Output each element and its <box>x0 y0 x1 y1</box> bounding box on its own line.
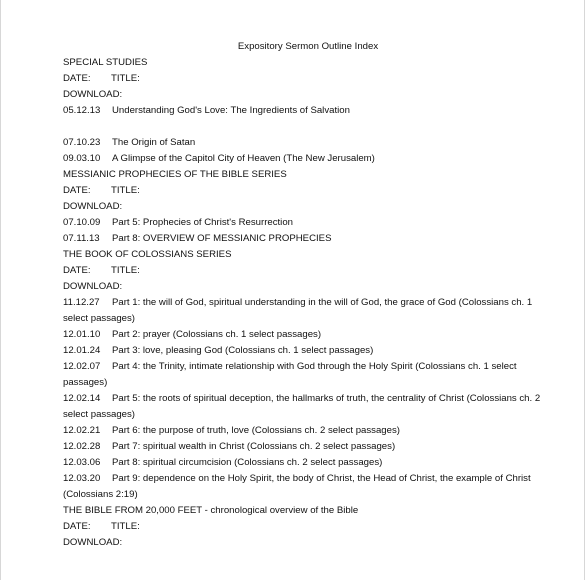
section-heading: THE BIBLE FROM 20,000 FEET - chronological overview of the Bible <box>63 505 359 516</box>
entry-date: 12.01.10 <box>63 329 101 340</box>
download-label: DOWNLOAD: <box>63 281 123 292</box>
entry-title: Part 8: OVERVIEW OF MESSIANIC PROPHECIES <box>112 233 332 244</box>
entry-title-continued: select passages) <box>63 313 135 324</box>
entry-title: The Origin of Satan <box>112 137 196 148</box>
list-item <box>63 423 563 439</box>
list-item <box>63 455 563 471</box>
entry-date: 07.11.13 <box>63 233 100 244</box>
date-label: DATE: <box>63 73 91 84</box>
entry-title: Part 4: the Trinity, intimate relationship with God through the Holy Spirit (Colossians ch. 1 select <box>112 361 517 372</box>
entry-date: 11.12.27 <box>63 297 100 308</box>
entry-date: 12.03.06 <box>63 457 101 468</box>
column-labels <box>63 71 563 87</box>
entry-title: A Glimpse of the Capitol City of Heaven (The New Jerusalem) <box>112 153 375 164</box>
title-label: TITLE: <box>111 185 140 196</box>
entry-title: Part 5: Prophecies of Christ's Resurrection <box>112 217 293 228</box>
spacer <box>63 119 563 135</box>
section-heading: SPECIAL STUDIES <box>63 57 148 68</box>
entry-date: 12.01.24 <box>63 345 101 356</box>
list-item <box>63 151 563 167</box>
entry-title: Part 8: spiritual circumcision (Colossians ch. 2 select passages) <box>112 457 383 468</box>
column-labels <box>63 263 563 279</box>
entry-date: 12.02.28 <box>63 441 101 452</box>
list-item <box>63 135 563 151</box>
date-label: DATE: <box>63 521 91 532</box>
list-item <box>63 327 563 343</box>
entry-title: Understanding God's Love: The Ingredients of Salvation <box>112 105 350 116</box>
section-heading: MESSIANIC PROPHECIES OF THE BIBLE SERIES <box>63 169 287 180</box>
download-label: DOWNLOAD: <box>63 537 123 548</box>
entry-title: Part 6: the purpose of truth, love (Colossians ch. 2 select passages) <box>112 425 400 436</box>
entry-title-continued: select passages) <box>63 409 135 420</box>
column-labels <box>63 519 563 535</box>
entry-title-continued: (Colossians 2:19) <box>63 489 138 500</box>
entry-title: Part 5: the roots of spiritual deception, the hallmarks of truth, the centrality of Christ (Colossians ch. 2 <box>112 393 541 404</box>
date-label: DATE: <box>63 265 91 276</box>
date-label: DATE: <box>63 185 91 196</box>
entry-date: 09.03.10 <box>63 153 101 164</box>
list-item <box>63 215 563 231</box>
entry-date: 12.02.14 <box>63 393 101 404</box>
download-label: DOWNLOAD: <box>63 89 123 100</box>
entry-title: Part 9: dependence on the Holy Spirit, the body of Christ, the Head of Christ, the example of Christ <box>112 473 531 484</box>
list-item <box>63 231 563 247</box>
document-body <box>63 39 563 551</box>
column-labels <box>63 183 563 199</box>
list-item <box>63 343 563 359</box>
entry-date: 05.12.13 <box>63 105 101 116</box>
section-heading: THE BOOK OF COLOSSIANS SERIES <box>63 249 232 260</box>
entry-title: Part 2: prayer (Colossians ch. 1 select passages) <box>112 329 322 340</box>
list-item <box>63 439 563 455</box>
download-label: DOWNLOAD: <box>63 201 123 212</box>
entry-date: 07.10.23 <box>63 137 101 148</box>
entry-title: Part 7: spiritual wealth in Christ (Colossians ch. 2 select passages) <box>112 441 396 452</box>
entry-title-continued: passages) <box>63 377 108 388</box>
list-item <box>63 391 563 407</box>
title-label: TITLE: <box>111 265 140 276</box>
list-item <box>63 103 563 119</box>
entry-date: 12.02.21 <box>63 425 101 436</box>
list-item <box>63 359 563 375</box>
entry-title: Part 3: love, pleasing God (Colossians ch. 1 select passages) <box>112 345 374 356</box>
entry-date: 12.03.20 <box>63 473 101 484</box>
entry-date: 12.02.07 <box>63 361 101 372</box>
document-title: Expository Sermon Outline Index <box>237 41 379 52</box>
entry-title: Part 1: the will of God, spiritual understanding in the will of God, the grace of God (Colossians ch. 1 <box>112 297 533 308</box>
list-item <box>63 295 563 311</box>
title-label: TITLE: <box>111 521 140 532</box>
list-item <box>63 471 563 487</box>
entry-date: 07.10.09 <box>63 217 101 228</box>
title-label: TITLE: <box>111 73 140 84</box>
